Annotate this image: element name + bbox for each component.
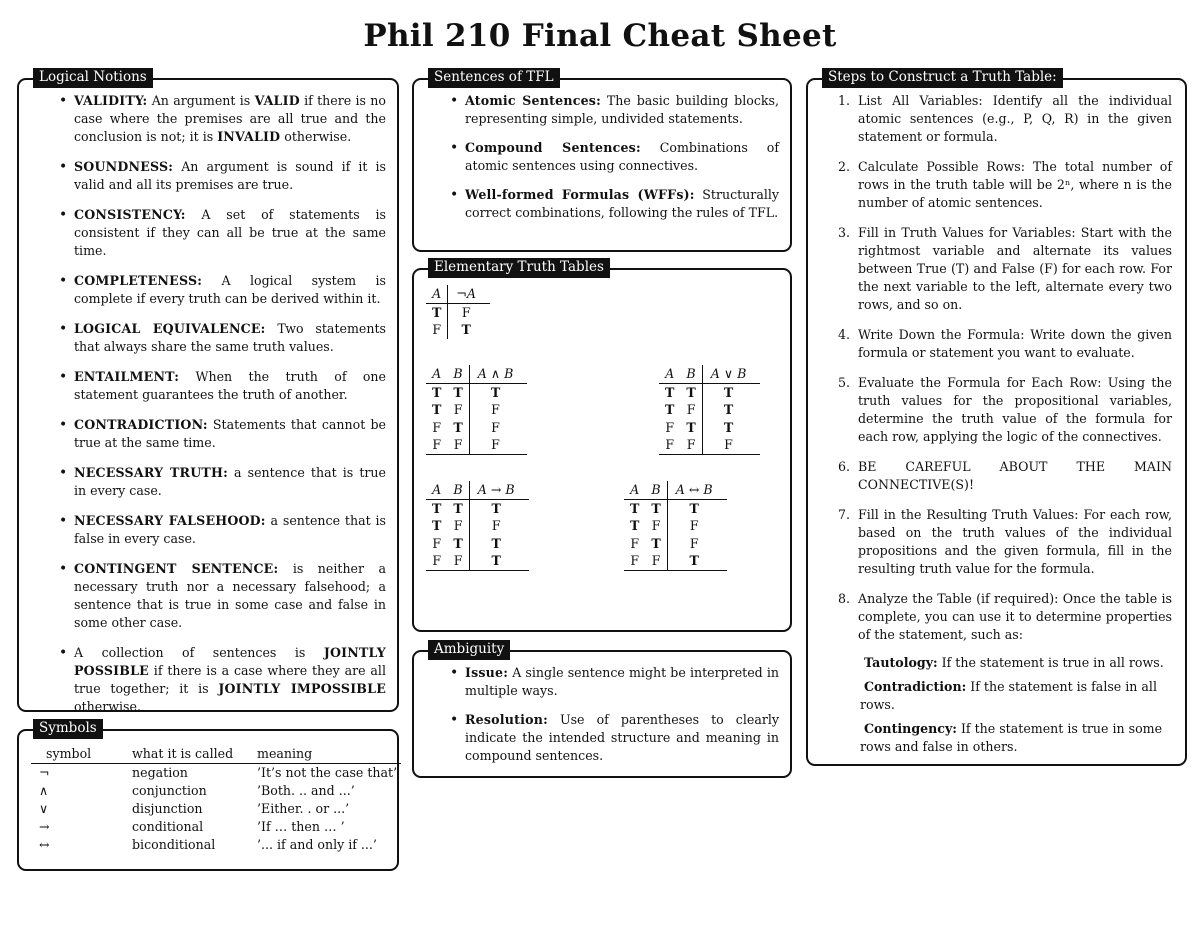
- truth-value: F: [624, 552, 645, 570]
- truth-value: F: [680, 401, 702, 419]
- truth-value: T: [426, 303, 448, 321]
- truth-value: F: [447, 436, 469, 454]
- truth-table-header: A: [426, 481, 447, 499]
- truth-value: T: [667, 552, 726, 570]
- symbols-header-symbol: symbol: [31, 745, 132, 764]
- truth-value: F: [432, 535, 442, 551]
- truth-value: F: [426, 552, 447, 570]
- symbols-header-name: what it is called: [132, 745, 257, 764]
- step-text: Calculate Possible Rows: The total number of rows in the truth table will be 2ⁿ, where n is the number of atomic sentences.: [858, 159, 1172, 210]
- disjunction-truth-table: [659, 365, 760, 455]
- symbols-row: [31, 782, 401, 800]
- truth-table-row: [426, 552, 529, 570]
- notion-term: NECESSARY TRUTH:: [74, 465, 228, 480]
- truth-value: F: [447, 552, 469, 570]
- truth-value: F: [630, 535, 640, 551]
- biconditional-truth-table: [624, 481, 727, 571]
- truth-table-row: [659, 383, 760, 401]
- step-number: 1.: [838, 93, 851, 108]
- step-number: 4.: [838, 327, 851, 342]
- tfl-item-text: The basic building blocks, representing simple, undivided statements.: [465, 93, 779, 126]
- truth-value: T: [447, 383, 469, 401]
- truth-table-row: [426, 535, 529, 553]
- notion-text: otherwise.: [280, 129, 352, 144]
- logical-notion-item: [56, 464, 386, 500]
- tfl-item: [447, 139, 779, 175]
- step-text: BE CAREFUL ABOUT THE MAIN CONNECTIVE(S)!: [858, 459, 1172, 492]
- logical-notion-item: [56, 560, 386, 632]
- truth-value: T: [447, 499, 469, 517]
- truth-value: F: [426, 436, 447, 454]
- step-text: Fill in the Resulting Truth Values: For each row, based on the truth values of the individual propositions and the given formula, fill in the resulting truth value for the formula.: [858, 507, 1172, 576]
- truth-value: T: [680, 383, 702, 401]
- truth-tables-box: [412, 259, 792, 632]
- step-number: 3.: [838, 225, 851, 240]
- step-item: [828, 374, 1172, 446]
- symbol-name: conjunction: [132, 783, 207, 798]
- truth-value: T: [645, 535, 667, 553]
- ambiguity-item: [447, 711, 779, 765]
- truth-value: T: [723, 419, 734, 435]
- steps-list: [828, 92, 1172, 656]
- symbol-name: conditional: [132, 819, 204, 834]
- step-item: [828, 506, 1172, 578]
- notion-term: NECESSARY FALSEHOOD:: [74, 513, 266, 528]
- truth-value: F: [469, 436, 527, 454]
- truth-value: F: [461, 304, 471, 320]
- page-title: Phil 210 Final Cheat Sheet: [363, 18, 837, 54]
- truth-table-header: A → B: [469, 481, 528, 499]
- symbol-glyph: ∨: [39, 801, 49, 816]
- truth-value: F: [659, 436, 680, 454]
- step-item: [828, 158, 1172, 212]
- truth-table-row: [624, 552, 727, 570]
- notion-term: CONSISTENCY:: [74, 207, 186, 222]
- symbol-meaning: ’Either. . or ...’: [257, 801, 350, 816]
- ambiguity-item-text: A single sentence might be interpreted in multiple ways.: [465, 665, 779, 698]
- truth-value: F: [665, 419, 675, 435]
- truth-value: T: [469, 552, 528, 570]
- step-number: 2.: [838, 159, 851, 174]
- tfl-item-term: Compound Sentences:: [465, 140, 641, 155]
- notion-term: COMPLETENESS:: [74, 273, 203, 288]
- truth-table-row: [426, 436, 527, 454]
- step-item: [828, 458, 1172, 494]
- symbol-meaning: ’It’s not the case that’: [257, 765, 398, 780]
- truth-table-row: [659, 436, 760, 454]
- truth-value: T: [665, 384, 675, 400]
- truth-value: F: [491, 402, 500, 417]
- logical-notion-item: [56, 320, 386, 356]
- step-text: List All Variables: Identify all the individual atomic sentences (e.g., P, Q, R) in the given statement or formula.: [858, 93, 1172, 144]
- sentences-tfl-list: [447, 92, 779, 233]
- truth-table-row: [659, 401, 760, 419]
- notion-text: Two statements that always share the same truth values.: [74, 321, 386, 354]
- ambiguity-list: [447, 664, 779, 776]
- symbol-name: biconditional: [132, 837, 216, 852]
- truth-table-row: [659, 419, 760, 437]
- negation-truth-table: [426, 285, 490, 339]
- property-item: [860, 720, 1174, 756]
- symbol-name: disjunction: [132, 801, 203, 816]
- tfl-item-term: Atomic Sentences:: [465, 93, 601, 108]
- sentences-tfl-label: Sentences of TFL: [428, 68, 560, 88]
- ambiguity-label: Ambiguity: [428, 640, 510, 660]
- truth-value: F: [491, 419, 500, 435]
- notion-text: a sentence that is false in every case.: [74, 513, 386, 546]
- step-number: 5.: [838, 375, 851, 390]
- truth-value: T: [447, 535, 469, 553]
- step-number: 8.: [838, 591, 851, 606]
- logical-notion-item: [56, 158, 386, 194]
- ambiguity-item-text: Use of parentheses to clearly indicate the intended structure and meaning in compound sentences.: [465, 712, 779, 763]
- symbols-row: [31, 764, 401, 783]
- property-term: Tautology:: [864, 655, 938, 670]
- property-term: Contradiction:: [864, 679, 967, 694]
- truth-table-header: B: [447, 481, 469, 499]
- truth-value: T: [665, 402, 675, 417]
- ambiguity-item-term: Issue:: [465, 665, 509, 680]
- symbols-table: [31, 745, 401, 854]
- truth-table-header: A ∧ B: [469, 365, 527, 383]
- truth-value: F: [645, 552, 667, 570]
- tfl-item-text: Structurally correct combinations, following the rules of TFL.: [465, 187, 779, 220]
- truth-table-header: A: [624, 481, 645, 499]
- truth-value: T: [689, 500, 699, 516]
- tfl-item: [447, 92, 779, 128]
- step-number: 7.: [838, 507, 851, 522]
- symbol-glyph: →: [39, 819, 50, 834]
- step-text: Write Down the Formula: Write down the given formula or statement you want to evaluate.: [858, 327, 1172, 360]
- logical-notions-box: [17, 69, 399, 714]
- truth-value: T: [680, 419, 702, 437]
- truth-table-row: [426, 517, 529, 535]
- property-term: Contingency:: [864, 721, 957, 736]
- truth-value: T: [461, 322, 471, 337]
- truth-table-row: [624, 499, 727, 517]
- logical-notion-item: [56, 512, 386, 548]
- truth-table-row: [426, 401, 527, 419]
- truth-table-row: [426, 321, 490, 339]
- sentences-tfl-box: [412, 69, 792, 252]
- logical-notions-label: Logical Notions: [33, 68, 153, 88]
- truth-value: F: [689, 535, 699, 551]
- truth-table-row: [426, 383, 527, 401]
- step-text: Fill in Truth Values for Variables: Start with the rightmost variable and alternate its values between True (T) and False (F) for each row. For the next variable to the left, alternate every two rows, and so on.: [858, 225, 1172, 312]
- logical-notion-item: [56, 92, 386, 146]
- logical-notions-list: [56, 92, 386, 716]
- step-item: [828, 92, 1172, 146]
- logical-notion-item: [56, 416, 386, 452]
- step-item: [828, 326, 1172, 362]
- property-item: [860, 654, 1174, 672]
- notion-term: SOUNDNESS:: [74, 159, 174, 174]
- notion-text: A collection of sentences is: [74, 645, 324, 660]
- symbols-box: [17, 720, 399, 871]
- property-text: If the statement is false in all rows.: [860, 679, 1157, 712]
- tfl-item: [447, 186, 779, 222]
- truth-value: F: [689, 518, 699, 533]
- notion-term: VALIDITY:: [74, 93, 148, 108]
- notion-text: A logical system is complete if every truth can be derived within it.: [74, 273, 386, 306]
- notion-text: When the truth of one statement guarantees the truth of another.: [74, 369, 386, 402]
- step-item: [828, 590, 1172, 644]
- step-number: 6.: [838, 459, 851, 474]
- logical-notion-item: [56, 272, 386, 308]
- logical-notion-item: [56, 644, 386, 716]
- steps-box: [806, 69, 1187, 766]
- truth-value: T: [491, 535, 501, 551]
- notion-text: A set of statements is consistent if they can all be true at the same time.: [74, 207, 386, 258]
- truth-value: F: [680, 436, 702, 454]
- symbols-row: [31, 836, 401, 854]
- truth-table-header: A ∨ B: [702, 365, 760, 383]
- truth-table-row: [426, 499, 529, 517]
- symbol-name: negation: [132, 765, 188, 780]
- step-text: Analyze the Table (if required): Once the table is complete, you can use it to determine properties of the statement, such as:: [858, 591, 1172, 642]
- truth-value: T: [432, 384, 442, 400]
- truth-value: F: [702, 436, 760, 454]
- truth-value: T: [490, 384, 501, 400]
- conjunction-truth-table: [426, 365, 527, 455]
- truth-value: T: [447, 419, 469, 437]
- step-item: [828, 224, 1172, 314]
- truth-value: T: [432, 500, 442, 516]
- notion-term: JOINTLY POSSIBLE: [74, 645, 386, 678]
- truth-value: T: [723, 384, 734, 400]
- notion-term: CONTINGENT SENTENCE:: [74, 561, 279, 576]
- truth-value: F: [447, 401, 469, 419]
- symbol-glyph: ↔: [39, 837, 50, 852]
- ambiguity-item: [447, 664, 779, 700]
- notion-text: Statements that cannot be true at the same time.: [74, 417, 386, 450]
- property-item: [860, 678, 1174, 714]
- steps-label: Steps to Construct a Truth Table:: [822, 68, 1063, 88]
- logical-notion-item: [56, 368, 386, 404]
- truth-value: F: [426, 321, 448, 339]
- truth-table-header: A: [659, 365, 680, 383]
- notion-term: ENTAILMENT:: [74, 369, 180, 384]
- symbol-meaning: ’If … then … ’: [257, 819, 345, 834]
- property-text: If the statement is true in all rows.: [937, 655, 1164, 670]
- notion-term: LOGICAL EQUIVALENCE:: [74, 321, 266, 336]
- symbol-meaning: ’... if and only if ...’: [257, 837, 377, 852]
- truth-table-header: B: [447, 365, 469, 383]
- truth-table-header: A ↔ B: [667, 481, 726, 499]
- logical-notion-item: [56, 206, 386, 260]
- truth-value: T: [723, 402, 734, 417]
- notion-text: a sentence that is true in every case.: [74, 465, 387, 498]
- step-text: Evaluate the Formula for Each Row: Using the truth values for the propositional variables, determine the truth value of the formula for each row, applying the logic of the connectives.: [858, 375, 1172, 444]
- symbols-label: Symbols: [33, 719, 103, 739]
- truth-value: T: [432, 402, 442, 417]
- truth-table-row: [624, 535, 727, 553]
- truth-table-header: A: [426, 285, 448, 303]
- truth-value: T: [645, 499, 667, 517]
- symbol-meaning: ’Both. .. and ...’: [257, 783, 355, 798]
- notion-text: An argument is: [147, 93, 255, 108]
- notion-text: An argument is sound if it is valid and all its premises are true.: [74, 159, 386, 192]
- symbols-row: [31, 818, 401, 836]
- notion-text: is neither a necessary truth nor a necessary falsehood; a sentence that is true in some case and false in some other case.: [74, 561, 387, 630]
- notion-text: otherwise.: [74, 699, 141, 714]
- truth-table-row: [624, 517, 727, 535]
- ambiguity-item-term: Resolution:: [465, 712, 548, 727]
- truth-table-header: B: [680, 365, 702, 383]
- truth-value: T: [630, 500, 640, 516]
- notion-term: VALID: [254, 93, 300, 108]
- notion-text: if there is no case where the premises are all true and the conclusion is not; it is: [74, 93, 386, 144]
- truth-value: F: [447, 517, 469, 535]
- symbol-glyph: ∧: [39, 783, 49, 798]
- notion-term: CONTRADICTION:: [74, 417, 208, 432]
- tfl-item-term: Well-formed Formulas (WFFs):: [465, 187, 695, 202]
- symbols-row: [31, 800, 401, 818]
- truth-table-row: [426, 303, 490, 321]
- notion-term: INVALID: [217, 129, 281, 144]
- truth-tables-label: Elementary Truth Tables: [428, 258, 610, 278]
- notion-text: if there is a case where they are all true together; it is: [74, 663, 386, 696]
- symbol-glyph: ¬: [39, 765, 50, 780]
- notion-term: JOINTLY IMPOSSIBLE: [218, 681, 386, 696]
- truth-value: F: [432, 419, 442, 435]
- truth-table-row: [426, 419, 527, 437]
- truth-value: F: [491, 518, 501, 533]
- truth-table-header: ¬A: [448, 285, 490, 303]
- conditional-truth-table: [426, 481, 529, 571]
- truth-value: T: [432, 518, 442, 533]
- truth-value: T: [630, 518, 640, 533]
- truth-value: F: [645, 517, 667, 535]
- truth-value: T: [491, 500, 501, 516]
- property-text: If the statement is true in some rows and false in others.: [860, 721, 1163, 754]
- truth-table-header: B: [645, 481, 667, 499]
- truth-table-header: A: [426, 365, 447, 383]
- ambiguity-box: [412, 641, 792, 778]
- steps-property-list: [860, 654, 1174, 762]
- tfl-item-text: Combinations of atomic sentences using connectives.: [465, 140, 779, 173]
- symbols-header-meaning: meaning: [257, 745, 401, 764]
